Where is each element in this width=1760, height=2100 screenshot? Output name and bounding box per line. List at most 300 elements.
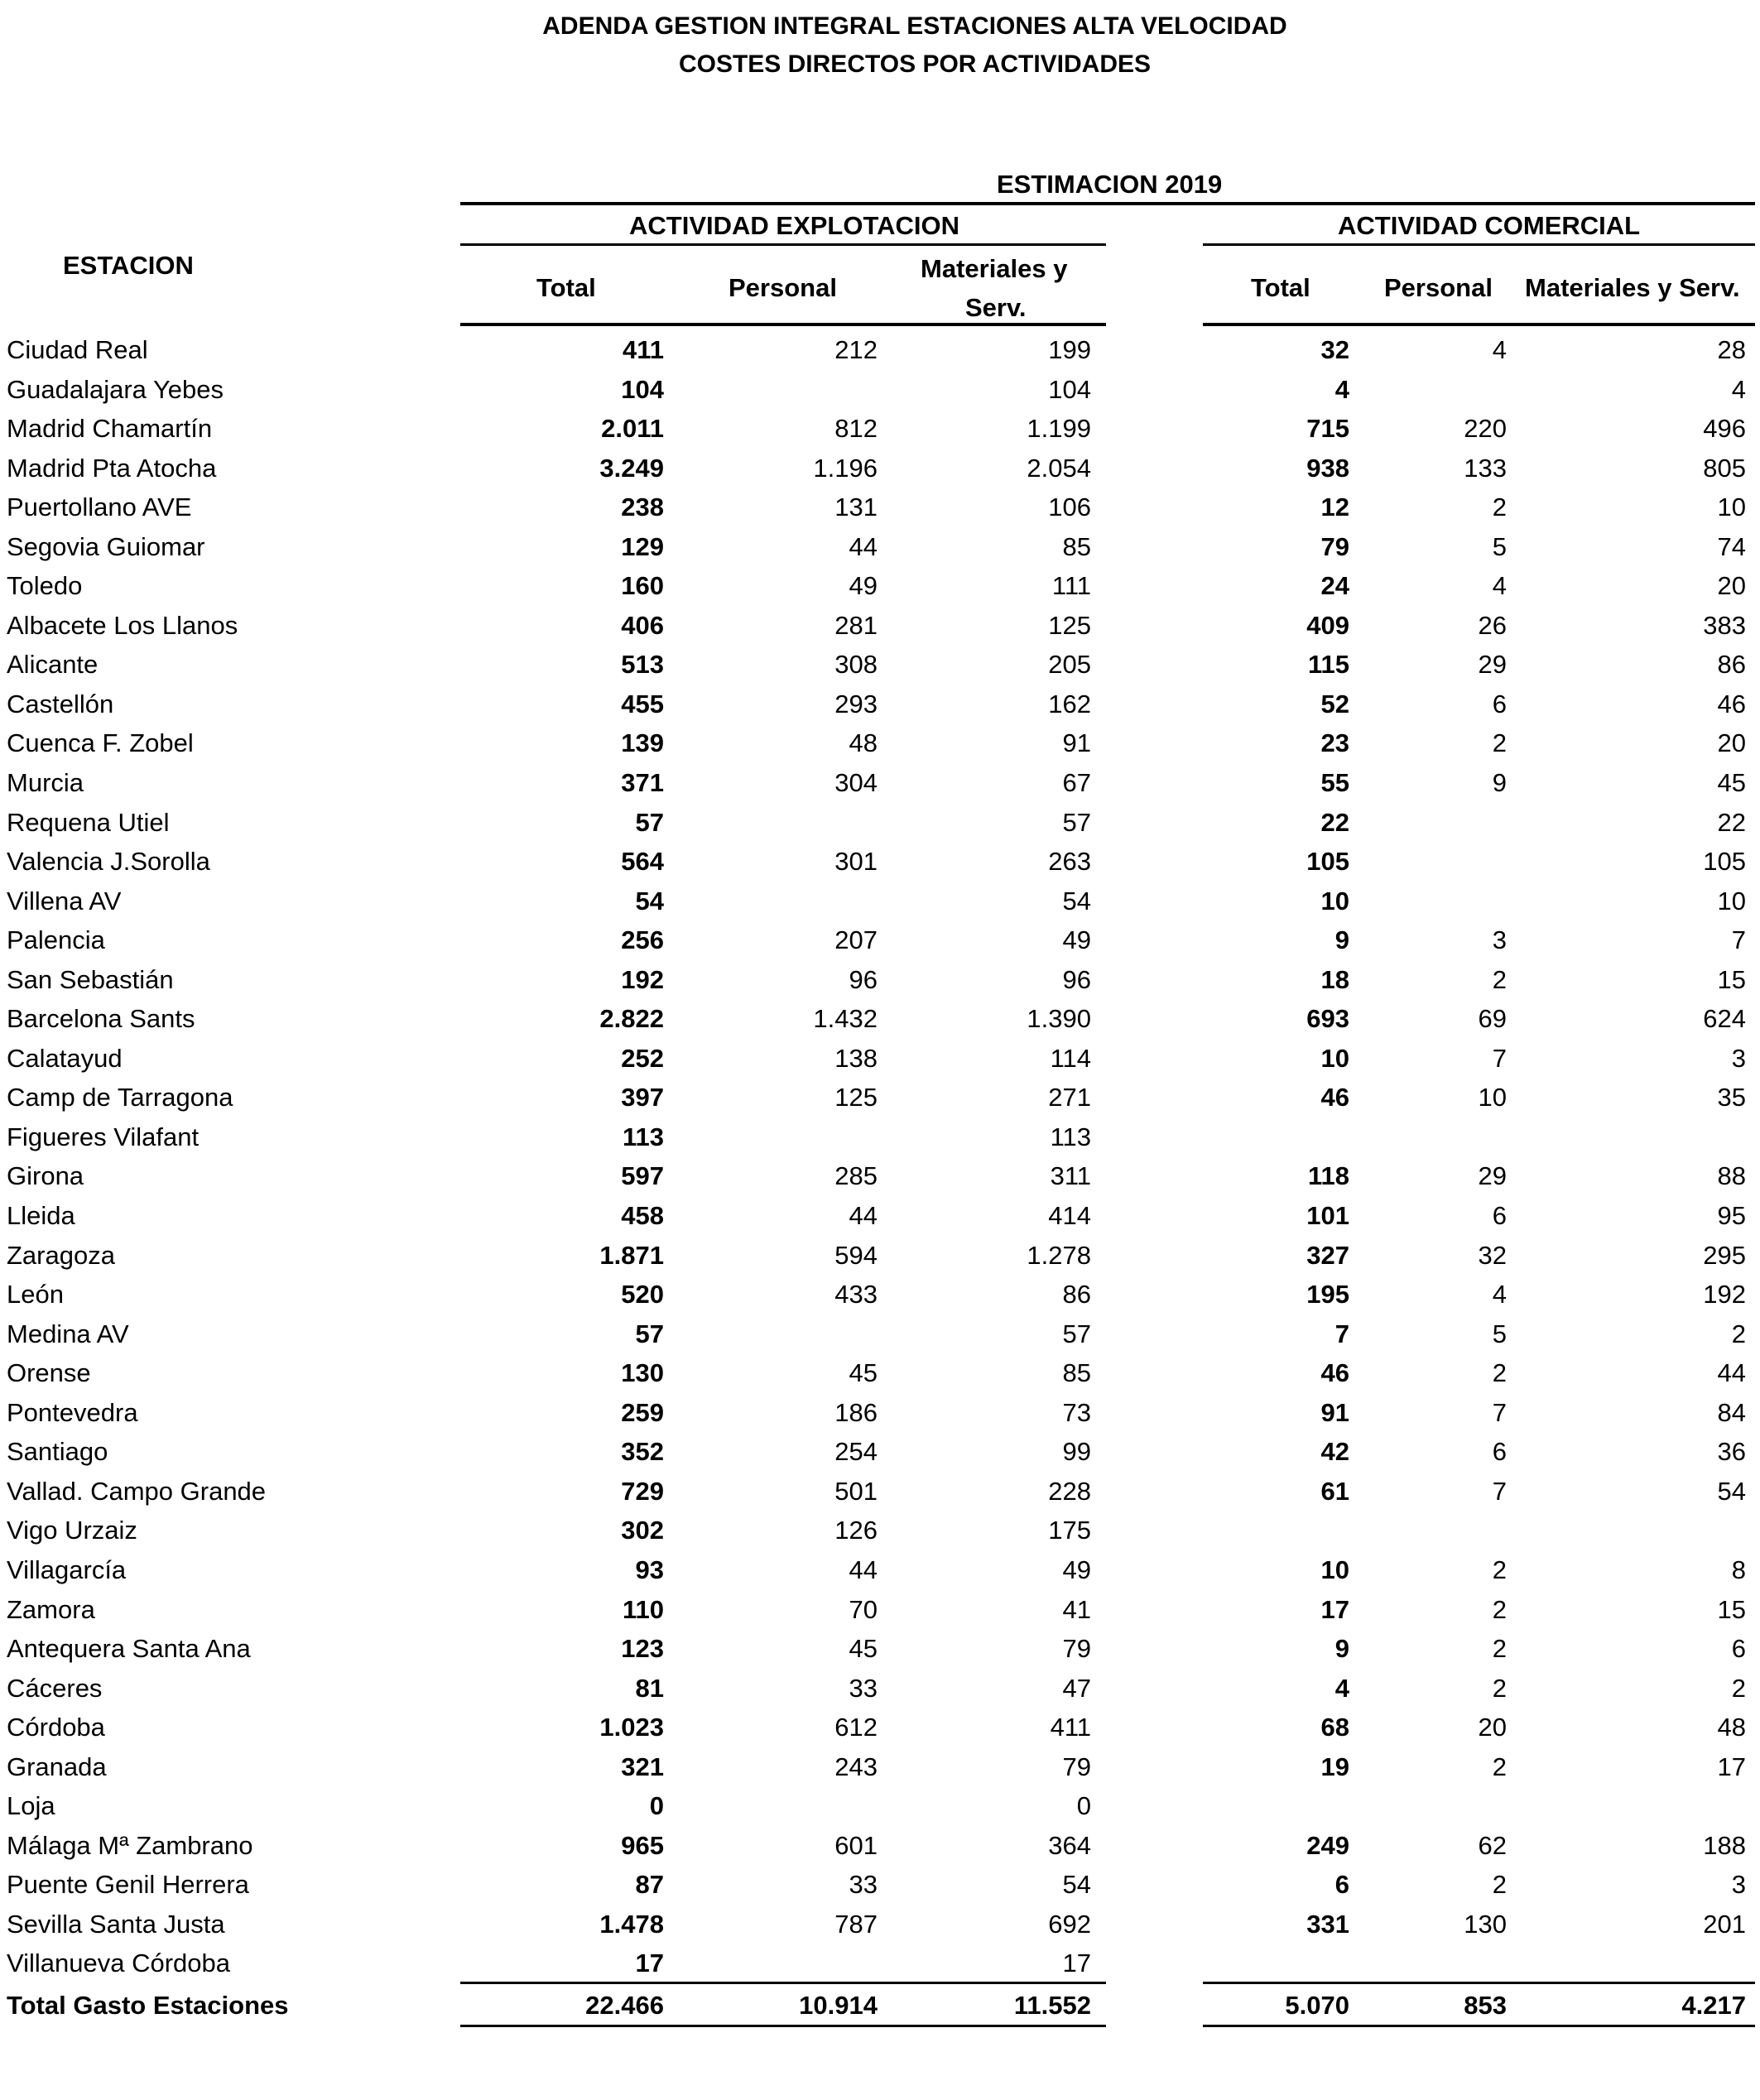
document-subtitle: COSTES DIRECTOS POR ACTIVIDADES bbox=[678, 50, 1152, 78]
cell-c-materiales: 6 bbox=[1731, 1634, 1746, 1664]
cell-c-materiales: 15 bbox=[1717, 1594, 1746, 1624]
table-row bbox=[0, 723, 1760, 763]
station-name: Loja bbox=[7, 1791, 55, 1821]
cell-c-personal: 6 bbox=[1492, 1437, 1507, 1467]
cell-c-materiales: 2 bbox=[1731, 1319, 1746, 1348]
cell-e-materiales: 162 bbox=[1048, 689, 1091, 718]
col-e-personal-header: Personal bbox=[729, 273, 837, 302]
cell-e-materiales: 57 bbox=[1062, 807, 1091, 837]
cell-c-total: 9 bbox=[1334, 925, 1349, 955]
cell-e-materiales: 47 bbox=[1062, 1673, 1091, 1703]
station-name: Granada bbox=[7, 1752, 107, 1781]
cell-e-materiales: 2.054 bbox=[1027, 453, 1091, 483]
cell-e-materiales: 364 bbox=[1048, 1830, 1091, 1860]
cell-c-personal: 2 bbox=[1492, 1634, 1507, 1664]
cell-c-personal: 29 bbox=[1478, 1161, 1507, 1191]
cell-e-materiales: 1.278 bbox=[1027, 1240, 1091, 1270]
cell-c-materiales: 7 bbox=[1731, 925, 1746, 955]
cell-e-materiales: 114 bbox=[1050, 1043, 1091, 1073]
col-c-personal-header: Personal bbox=[1384, 273, 1493, 302]
cell-c-total: 79 bbox=[1320, 531, 1349, 561]
cell-c-personal: 62 bbox=[1478, 1830, 1507, 1860]
cell-e-materiales: 125 bbox=[1048, 610, 1091, 640]
station-name: Figueres Vilafant bbox=[7, 1122, 200, 1151]
cell-e-materiales: 57 bbox=[1062, 1319, 1091, 1348]
cell-c-personal: 4 bbox=[1492, 1280, 1507, 1309]
cell-e-materiales: 67 bbox=[1062, 768, 1091, 798]
station-name: Requena Utiel bbox=[7, 807, 170, 837]
cell-c-total: 409 bbox=[1306, 610, 1349, 640]
station-name: Segovia Guiomar bbox=[7, 531, 205, 561]
cell-e-materiales: 85 bbox=[1062, 531, 1091, 561]
col-c-total-header: Total bbox=[1251, 273, 1310, 302]
cell-e-personal: 1.432 bbox=[813, 1004, 878, 1034]
cell-e-total: 256 bbox=[621, 925, 664, 955]
cell-c-total: 91 bbox=[1320, 1397, 1349, 1427]
station-name: Pontevedra bbox=[7, 1397, 138, 1427]
cell-e-materiales: 228 bbox=[1048, 1476, 1091, 1506]
cell-e-materiales: 0 bbox=[1076, 1791, 1091, 1821]
table-row bbox=[0, 1511, 1760, 1550]
cell-c-personal: 3 bbox=[1492, 925, 1507, 955]
group-comercial-header: ACTIVIDAD COMERCIAL bbox=[1338, 211, 1641, 240]
cell-e-total: 57 bbox=[635, 807, 664, 837]
cell-c-personal: 5 bbox=[1492, 531, 1507, 561]
cell-e-materiales: 86 bbox=[1062, 1280, 1091, 1309]
cell-c-total: 331 bbox=[1306, 1909, 1349, 1939]
station-name: Cuenca F. Zobel bbox=[7, 728, 194, 758]
cell-c-materiales: 84 bbox=[1717, 1397, 1746, 1427]
cell-e-total: 564 bbox=[621, 847, 664, 877]
cell-c-personal: 2 bbox=[1492, 1673, 1507, 1703]
cell-c-materiales: 201 bbox=[1703, 1909, 1746, 1939]
cell-c-total: 32 bbox=[1320, 335, 1349, 364]
cell-e-personal: 44 bbox=[849, 531, 878, 561]
cell-e-materiales: 96 bbox=[1062, 964, 1091, 994]
cell-e-personal: 812 bbox=[834, 414, 878, 444]
cell-c-total: 22 bbox=[1320, 807, 1349, 837]
station-column-header: ESTACION bbox=[63, 251, 194, 280]
comercial-total-bottom-rule bbox=[1203, 2025, 1755, 2027]
period-rule bbox=[460, 202, 1755, 205]
cell-e-total: 513 bbox=[621, 650, 664, 680]
cell-e-materiales: 175 bbox=[1048, 1516, 1091, 1545]
table-row bbox=[0, 763, 1760, 803]
cell-e-total: 2.011 bbox=[601, 414, 664, 444]
cell-e-personal: 45 bbox=[849, 1358, 878, 1388]
cell-c-personal: 4 bbox=[1492, 571, 1507, 601]
station-name: Santiago bbox=[7, 1437, 108, 1467]
station-name: Córdoba bbox=[7, 1713, 105, 1742]
station-name: Palencia bbox=[7, 925, 105, 955]
cell-e-materiales: 205 bbox=[1048, 650, 1091, 680]
col-e-materiales-header-line2: Serv. bbox=[965, 293, 1027, 322]
cell-e-total: 104 bbox=[621, 374, 664, 404]
table-row bbox=[0, 1708, 1760, 1747]
table-row bbox=[0, 1314, 1760, 1354]
cell-e-total: 252 bbox=[621, 1043, 664, 1073]
cell-e-total: 2.822 bbox=[599, 1004, 664, 1034]
cell-e-total: 411 bbox=[622, 335, 664, 364]
cell-c-materiales: 15 bbox=[1717, 964, 1746, 994]
total-e-materiales: 11.552 bbox=[1013, 1991, 1091, 2020]
cell-e-personal: 131 bbox=[834, 493, 878, 522]
cell-c-personal: 26 bbox=[1478, 610, 1507, 640]
cell-e-total: 965 bbox=[621, 1830, 664, 1860]
cell-e-personal: 138 bbox=[834, 1043, 878, 1073]
cell-c-materiales: 20 bbox=[1717, 728, 1746, 758]
station-name: Orense bbox=[7, 1358, 91, 1388]
cell-e-personal: 601 bbox=[834, 1830, 878, 1860]
cell-c-personal: 130 bbox=[1464, 1909, 1507, 1939]
cell-c-total: 195 bbox=[1306, 1280, 1349, 1309]
cell-e-materiales: 17 bbox=[1062, 1949, 1091, 1978]
cell-e-total: 597 bbox=[621, 1161, 664, 1191]
table-row bbox=[0, 1826, 1760, 1866]
table-row bbox=[0, 488, 1760, 527]
cell-c-total: 4 bbox=[1334, 374, 1349, 404]
cell-c-personal: 2 bbox=[1492, 493, 1507, 522]
cell-c-total: 10 bbox=[1320, 1043, 1349, 1073]
cell-e-materiales: 85 bbox=[1062, 1358, 1091, 1388]
cell-c-personal: 20 bbox=[1478, 1713, 1507, 1742]
table-row bbox=[0, 1117, 1760, 1157]
station-name: Villena AV bbox=[7, 886, 122, 915]
cell-e-total: 57 bbox=[635, 1319, 664, 1348]
station-name: León bbox=[7, 1280, 64, 1309]
cell-e-personal: 44 bbox=[849, 1201, 878, 1231]
cell-e-materiales: 263 bbox=[1048, 847, 1091, 877]
cell-e-total: 1.478 bbox=[599, 1909, 664, 1939]
cell-e-personal: 285 bbox=[834, 1161, 878, 1191]
group-explotacion-header: ACTIVIDAD EXPLOTACION bbox=[629, 211, 959, 240]
cell-e-materiales: 692 bbox=[1048, 1909, 1091, 1939]
cell-e-total: 729 bbox=[621, 1476, 664, 1506]
table-row bbox=[0, 1275, 1760, 1314]
table-row bbox=[0, 409, 1760, 449]
table-row bbox=[0, 1353, 1760, 1393]
cell-e-materiales: 79 bbox=[1062, 1752, 1091, 1781]
cell-c-materiales: 624 bbox=[1703, 1004, 1746, 1034]
comercial-header-bottom-rule bbox=[1203, 323, 1755, 326]
cell-c-personal: 10 bbox=[1478, 1083, 1507, 1112]
cell-e-total: 123 bbox=[621, 1634, 664, 1664]
station-name: Murcia bbox=[7, 768, 84, 798]
cell-c-total: 46 bbox=[1320, 1358, 1349, 1388]
table-row bbox=[0, 566, 1760, 606]
cell-e-total: 160 bbox=[621, 571, 664, 601]
cell-c-materiales: 295 bbox=[1703, 1240, 1746, 1270]
cell-e-materiales: 113 bbox=[1050, 1122, 1091, 1151]
cell-e-personal: 243 bbox=[834, 1752, 878, 1781]
cell-c-materiales: 3 bbox=[1731, 1043, 1746, 1073]
station-name: Alicante bbox=[7, 650, 99, 680]
cell-c-total: 55 bbox=[1320, 768, 1349, 798]
table-row bbox=[0, 1196, 1760, 1236]
cell-e-total: 130 bbox=[621, 1358, 664, 1388]
cell-e-total: 259 bbox=[621, 1397, 664, 1427]
cell-e-materiales: 111 bbox=[1051, 571, 1091, 601]
col-e-materiales-header-line1: Materiales y bbox=[921, 254, 1068, 283]
cell-e-personal: 501 bbox=[834, 1476, 878, 1506]
cell-c-materiales: 35 bbox=[1717, 1083, 1746, 1112]
cell-c-personal: 2 bbox=[1492, 964, 1507, 994]
table-row bbox=[0, 645, 1760, 685]
cell-c-total: 938 bbox=[1306, 453, 1349, 483]
table-row bbox=[0, 882, 1760, 921]
station-name: Puertollano AVE bbox=[7, 493, 192, 522]
cell-e-total: 54 bbox=[635, 886, 664, 915]
cell-e-personal: 1.196 bbox=[813, 453, 878, 483]
cell-c-materiales: 805 bbox=[1703, 453, 1746, 483]
table-row bbox=[0, 803, 1760, 843]
cell-e-materiales: 99 bbox=[1062, 1437, 1091, 1467]
cell-c-personal: 7 bbox=[1492, 1476, 1507, 1506]
total-e-total: 22.466 bbox=[585, 1991, 664, 2020]
station-name: Toledo bbox=[7, 571, 83, 601]
cell-c-total: 7 bbox=[1334, 1319, 1349, 1348]
cell-e-materiales: 1.390 bbox=[1027, 1004, 1091, 1034]
table-row bbox=[0, 1786, 1760, 1826]
station-name: San Sebastián bbox=[7, 964, 174, 994]
cell-e-materiales: 73 bbox=[1062, 1397, 1091, 1427]
cell-c-total: 6 bbox=[1334, 1870, 1349, 1900]
station-name: Puente Genil Herrera bbox=[7, 1870, 249, 1900]
cell-e-materiales: 199 bbox=[1048, 335, 1091, 364]
cell-e-total: 455 bbox=[621, 689, 664, 718]
station-name: Barcelona Sants bbox=[7, 1004, 195, 1034]
cell-c-total: 249 bbox=[1306, 1830, 1349, 1860]
cell-c-materiales: 17 bbox=[1717, 1752, 1746, 1781]
station-name: Medina AV bbox=[7, 1319, 129, 1348]
cell-c-materiales: 4 bbox=[1731, 374, 1746, 404]
cell-e-personal: 433 bbox=[834, 1280, 878, 1309]
cell-e-personal: 612 bbox=[834, 1713, 878, 1742]
table-row bbox=[0, 1156, 1760, 1196]
total-row bbox=[0, 1985, 1760, 2026]
table-row bbox=[0, 1472, 1760, 1511]
col-c-materiales-header: Materiales y Serv. bbox=[1525, 273, 1740, 302]
station-table-body bbox=[0, 330, 1760, 1983]
cell-e-total: 321 bbox=[621, 1752, 664, 1781]
cell-e-materiales: 1.199 bbox=[1027, 414, 1091, 444]
cell-c-total: 23 bbox=[1320, 728, 1349, 758]
total-e-personal: 10.914 bbox=[799, 1991, 878, 2020]
cell-c-personal: 29 bbox=[1478, 650, 1507, 680]
cell-c-personal: 4 bbox=[1492, 335, 1507, 364]
cell-e-total: 352 bbox=[621, 1437, 664, 1467]
cell-c-materiales: 192 bbox=[1703, 1280, 1746, 1309]
cell-c-personal: 2 bbox=[1492, 1870, 1507, 1900]
cell-e-materiales: 41 bbox=[1062, 1594, 1091, 1624]
cell-c-total: 10 bbox=[1320, 886, 1349, 915]
cell-c-total: 327 bbox=[1306, 1240, 1349, 1270]
cell-c-total: 115 bbox=[1307, 650, 1349, 680]
station-name: Camp de Tarragona bbox=[7, 1083, 233, 1112]
comercial-rule bbox=[1203, 243, 1755, 246]
cell-e-personal: 125 bbox=[834, 1083, 878, 1112]
cell-c-total: 61 bbox=[1320, 1476, 1349, 1506]
cell-e-personal: 186 bbox=[834, 1397, 878, 1427]
cell-c-personal: 6 bbox=[1492, 1201, 1507, 1231]
table-row bbox=[0, 370, 1760, 410]
explotacion-rule bbox=[460, 243, 1106, 246]
table-row bbox=[0, 960, 1760, 1000]
cell-c-materiales: 48 bbox=[1717, 1713, 1746, 1742]
cell-c-materiales: 20 bbox=[1717, 571, 1746, 601]
table-row bbox=[0, 527, 1760, 567]
cell-c-total: 68 bbox=[1320, 1713, 1349, 1742]
cell-e-total: 520 bbox=[621, 1280, 664, 1309]
station-name: Vigo Urzaiz bbox=[7, 1516, 137, 1545]
cell-c-materiales: 54 bbox=[1717, 1476, 1746, 1506]
cell-c-materiales: 36 bbox=[1717, 1437, 1746, 1467]
cell-e-personal: 787 bbox=[834, 1909, 878, 1939]
cell-e-personal: 33 bbox=[849, 1673, 878, 1703]
cell-c-total: 18 bbox=[1320, 964, 1349, 994]
cell-c-materiales: 88 bbox=[1717, 1161, 1746, 1191]
cell-e-materiales: 54 bbox=[1062, 886, 1091, 915]
total-c-personal: 853 bbox=[1464, 1991, 1507, 2020]
cell-c-personal: 7 bbox=[1492, 1043, 1507, 1073]
table-row bbox=[0, 999, 1760, 1039]
cell-e-total: 129 bbox=[621, 531, 664, 561]
cell-c-materiales: 8 bbox=[1731, 1555, 1746, 1584]
cell-c-total: 52 bbox=[1320, 689, 1349, 718]
cell-e-total: 302 bbox=[621, 1516, 664, 1545]
cell-c-total: 24 bbox=[1320, 571, 1349, 601]
cell-c-materiales: 3 bbox=[1731, 1870, 1746, 1900]
cell-c-materiales: 10 bbox=[1717, 493, 1746, 522]
cell-e-materiales: 49 bbox=[1062, 1555, 1091, 1584]
cell-e-personal: 45 bbox=[849, 1634, 878, 1664]
table-row bbox=[0, 606, 1760, 646]
cell-e-total: 1.871 bbox=[599, 1240, 664, 1270]
cell-c-total: 19 bbox=[1320, 1752, 1349, 1781]
period-header: ESTIMACION 2019 bbox=[997, 170, 1223, 199]
cell-e-total: 1.023 bbox=[599, 1713, 664, 1742]
table-row bbox=[0, 842, 1760, 882]
cell-c-personal: 133 bbox=[1464, 453, 1507, 483]
table-row bbox=[0, 1590, 1760, 1630]
explotacion-total-bottom-rule bbox=[460, 2025, 1106, 2027]
total-c-total: 5.070 bbox=[1285, 1991, 1349, 2020]
cell-e-personal: 207 bbox=[834, 925, 878, 955]
cell-c-personal: 5 bbox=[1492, 1319, 1507, 1348]
cell-c-personal: 2 bbox=[1492, 1752, 1507, 1781]
cell-e-personal: 33 bbox=[849, 1870, 878, 1900]
cell-c-materiales: 86 bbox=[1717, 650, 1746, 680]
table-row bbox=[0, 685, 1760, 724]
cell-e-personal: 594 bbox=[834, 1240, 878, 1270]
cell-c-personal: 9 bbox=[1492, 768, 1507, 798]
cell-c-materiales: 105 bbox=[1703, 847, 1746, 877]
station-name: Guadalajara Yebes bbox=[7, 374, 224, 404]
cell-c-materiales: 383 bbox=[1703, 610, 1746, 640]
cell-e-personal: 49 bbox=[849, 571, 878, 601]
cell-e-materiales: 271 bbox=[1048, 1083, 1091, 1112]
cell-c-personal: 2 bbox=[1492, 728, 1507, 758]
document-title: ADENDA GESTION INTEGRAL ESTACIONES ALTA VELOCIDAD bbox=[542, 12, 1287, 40]
cell-e-total: 0 bbox=[649, 1791, 664, 1821]
cell-e-total: 93 bbox=[635, 1555, 664, 1584]
table-row bbox=[0, 1393, 1760, 1433]
cell-c-materiales: 496 bbox=[1703, 414, 1746, 444]
cell-e-personal: 44 bbox=[849, 1555, 878, 1584]
cell-c-total: 42 bbox=[1320, 1437, 1349, 1467]
cell-e-personal: 212 bbox=[834, 335, 878, 364]
cell-c-total: 118 bbox=[1307, 1161, 1349, 1191]
table-row bbox=[0, 330, 1760, 370]
station-name: Villanueva Córdoba bbox=[7, 1949, 231, 1978]
cell-c-materiales: 10 bbox=[1717, 886, 1746, 915]
table-row bbox=[0, 1078, 1760, 1117]
explotacion-header-bottom-rule bbox=[460, 323, 1106, 326]
station-name: Sevilla Santa Justa bbox=[7, 1909, 225, 1939]
cell-e-total: 87 bbox=[635, 1870, 664, 1900]
cell-e-materiales: 49 bbox=[1062, 925, 1091, 955]
cell-e-personal: 281 bbox=[834, 610, 878, 640]
cell-c-personal: 2 bbox=[1492, 1358, 1507, 1388]
cell-c-total: 9 bbox=[1334, 1634, 1349, 1664]
cell-c-total: 17 bbox=[1320, 1594, 1349, 1624]
table-row bbox=[0, 1944, 1760, 1983]
cell-e-personal: 304 bbox=[834, 768, 878, 798]
cell-e-materiales: 104 bbox=[1048, 374, 1091, 404]
cell-c-total: 105 bbox=[1306, 847, 1349, 877]
cell-e-personal: 308 bbox=[834, 650, 878, 680]
cell-c-total: 101 bbox=[1306, 1201, 1349, 1231]
table-row bbox=[0, 1629, 1760, 1669]
cell-e-total: 192 bbox=[621, 964, 664, 994]
cell-e-materiales: 106 bbox=[1048, 493, 1091, 522]
cell-e-total: 81 bbox=[635, 1673, 664, 1703]
station-name: Calatayud bbox=[7, 1043, 123, 1073]
cell-c-materiales: 188 bbox=[1703, 1830, 1746, 1860]
cell-c-materiales: 28 bbox=[1717, 335, 1746, 364]
station-name: Antequera Santa Ana bbox=[7, 1634, 251, 1664]
cell-c-personal: 32 bbox=[1478, 1240, 1507, 1270]
table-row bbox=[0, 920, 1760, 960]
cell-e-total: 371 bbox=[621, 768, 664, 798]
cell-c-materiales: 45 bbox=[1717, 768, 1746, 798]
cell-c-personal: 7 bbox=[1492, 1397, 1507, 1427]
cell-c-total: 4 bbox=[1334, 1673, 1349, 1703]
cell-e-materiales: 311 bbox=[1050, 1161, 1091, 1191]
cell-c-materiales: 46 bbox=[1717, 689, 1746, 718]
cell-c-total: 10 bbox=[1320, 1555, 1349, 1584]
cell-c-total: 46 bbox=[1320, 1083, 1349, 1112]
station-name: Zaragoza bbox=[7, 1240, 115, 1270]
cell-e-total: 113 bbox=[622, 1122, 664, 1151]
cell-e-materiales: 79 bbox=[1062, 1634, 1091, 1664]
cell-e-total: 139 bbox=[621, 728, 664, 758]
cell-e-total: 406 bbox=[621, 610, 664, 640]
cell-e-personal: 254 bbox=[834, 1437, 878, 1467]
cell-c-materiales: 2 bbox=[1731, 1673, 1746, 1703]
station-name: Vallad. Campo Grande bbox=[7, 1476, 267, 1506]
cell-e-personal: 96 bbox=[849, 964, 878, 994]
cell-e-materiales: 54 bbox=[1062, 1870, 1091, 1900]
cell-c-materiales: 22 bbox=[1717, 807, 1746, 837]
cell-c-materiales: 44 bbox=[1717, 1358, 1746, 1388]
total-label: Total Gasto Estaciones bbox=[7, 1991, 289, 2020]
station-name: Valencia J.Sorolla bbox=[7, 847, 210, 877]
station-name: Zamora bbox=[7, 1594, 95, 1624]
station-name: Madrid Chamartín bbox=[7, 414, 213, 444]
station-name: Ciudad Real bbox=[7, 335, 148, 364]
total-c-materiales: 4.217 bbox=[1681, 1991, 1746, 2020]
